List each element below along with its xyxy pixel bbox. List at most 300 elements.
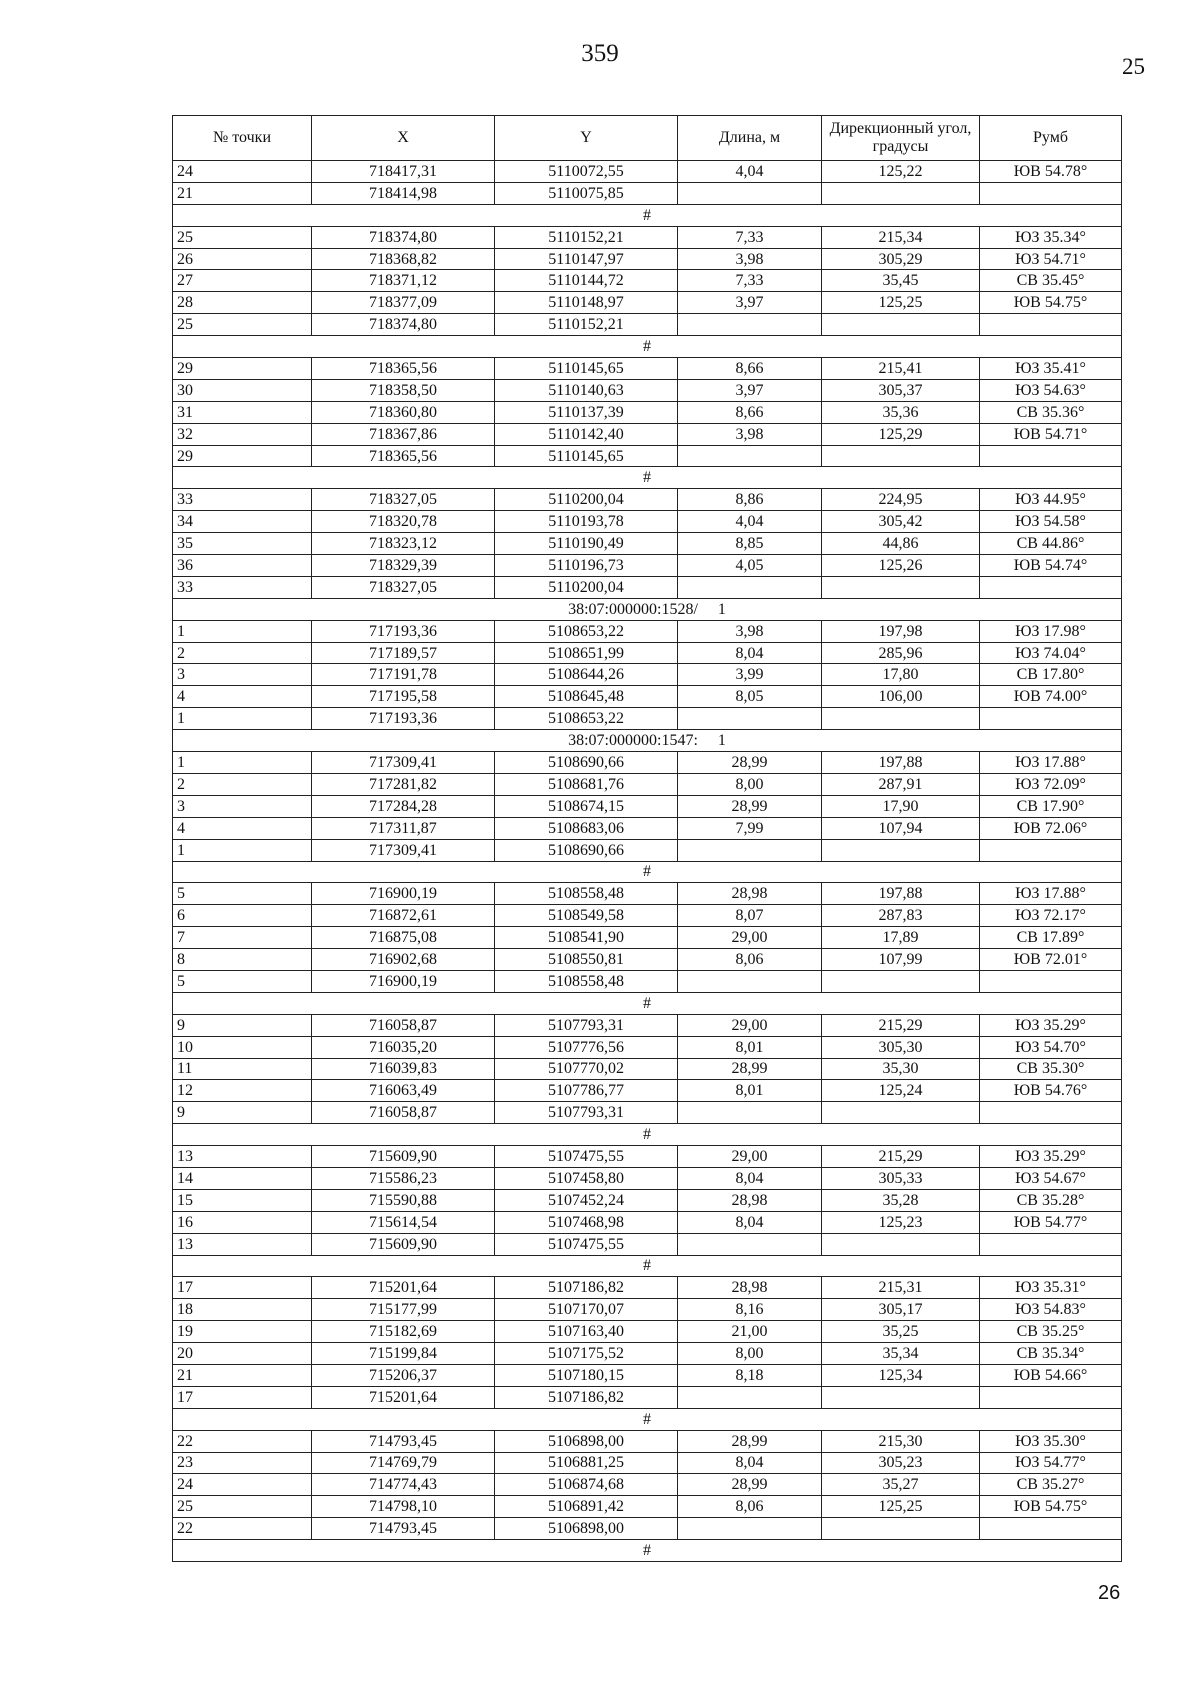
- cell-y: 5107170,07: [495, 1299, 678, 1321]
- table-row: [173, 970, 1122, 992]
- table-row: [173, 708, 1122, 730]
- table-row: [173, 1321, 1122, 1343]
- cell-rumb: ЮЗ 35.30°: [980, 1430, 1122, 1452]
- cell-angle: 107,99: [822, 949, 980, 971]
- cell-x: 717189,57: [312, 642, 495, 664]
- table-row: [173, 489, 1122, 511]
- cell-y: 5110075,85: [495, 182, 678, 204]
- section-separator-row: [173, 1255, 1122, 1277]
- cell-angle: 35,25: [822, 1321, 980, 1343]
- cell-rumb: ЮВ 54.75°: [980, 1496, 1122, 1518]
- cell-x: 717309,41: [312, 752, 495, 774]
- table-row: [173, 1518, 1122, 1540]
- section-separator: 38:07:000000:1547: 1: [173, 730, 1122, 752]
- cell-length: 4,04: [678, 511, 822, 533]
- cell-rumb: ЮВ 54.75°: [980, 292, 1122, 314]
- cell-rumb: СВ 44.86°: [980, 533, 1122, 555]
- table-row: [173, 226, 1122, 248]
- section-separator: #: [173, 467, 1122, 489]
- cell-y: 5110200,04: [495, 576, 678, 598]
- cell-point-number: 19: [173, 1321, 312, 1343]
- cell-y: 5108690,66: [495, 839, 678, 861]
- cell-x: 717195,58: [312, 686, 495, 708]
- cell-point-number: 20: [173, 1343, 312, 1365]
- cell-length: [678, 708, 822, 730]
- cell-angle: 35,27: [822, 1474, 980, 1496]
- table-row: [173, 1167, 1122, 1189]
- table-row: [173, 401, 1122, 423]
- cell-y: 5106898,00: [495, 1518, 678, 1540]
- cell-point-number: 26: [173, 248, 312, 270]
- cell-x: 715182,69: [312, 1321, 495, 1343]
- cell-angle: 305,33: [822, 1167, 980, 1189]
- cell-length: 28,99: [678, 795, 822, 817]
- section-separator-row: [173, 1124, 1122, 1146]
- cell-angle: [822, 182, 980, 204]
- cell-y: 5110152,21: [495, 314, 678, 336]
- table-row: [173, 1189, 1122, 1211]
- section-separator: #: [173, 1540, 1122, 1562]
- cell-length: 8,04: [678, 1211, 822, 1233]
- cell-y: 5107458,80: [495, 1167, 678, 1189]
- cell-point-number: 36: [173, 555, 312, 577]
- section-separator-row: [173, 204, 1122, 226]
- cell-length: [678, 445, 822, 467]
- cell-length: 8,86: [678, 489, 822, 511]
- cell-angle: 224,95: [822, 489, 980, 511]
- cell-rumb: [980, 708, 1122, 730]
- table-row: [173, 1036, 1122, 1058]
- table-row: [173, 1080, 1122, 1102]
- table-row: [173, 686, 1122, 708]
- cell-rumb: [980, 1102, 1122, 1124]
- cell-x: 715199,84: [312, 1343, 495, 1365]
- cell-point-number: 35: [173, 533, 312, 555]
- cell-x: 718371,12: [312, 270, 495, 292]
- cell-length: 7,99: [678, 817, 822, 839]
- cell-x: 715177,99: [312, 1299, 495, 1321]
- cell-x: 716900,19: [312, 970, 495, 992]
- cell-x: 714798,10: [312, 1496, 495, 1518]
- cell-y: 5108653,22: [495, 620, 678, 642]
- cell-angle: 106,00: [822, 686, 980, 708]
- cell-length: 28,98: [678, 1277, 822, 1299]
- cell-point-number: 33: [173, 489, 312, 511]
- cell-x: 715201,64: [312, 1386, 495, 1408]
- cell-length: 28,99: [678, 1430, 822, 1452]
- cell-rumb: [980, 1518, 1122, 1540]
- cell-point-number: 8: [173, 949, 312, 971]
- cell-point-number: 1: [173, 752, 312, 774]
- cell-y: 5110137,39: [495, 401, 678, 423]
- cell-y: 5107452,24: [495, 1189, 678, 1211]
- cell-y: 5110196,73: [495, 555, 678, 577]
- cell-angle: [822, 576, 980, 598]
- cell-point-number: 4: [173, 686, 312, 708]
- cell-y: 5108683,06: [495, 817, 678, 839]
- cell-length: 8,01: [678, 1036, 822, 1058]
- section-separator: #: [173, 336, 1122, 358]
- cell-length: 29,00: [678, 1014, 822, 1036]
- cell-point-number: 25: [173, 1496, 312, 1518]
- cell-y: 5108674,15: [495, 795, 678, 817]
- cell-length: [678, 970, 822, 992]
- cell-angle: 35,36: [822, 401, 980, 423]
- cell-angle: [822, 1233, 980, 1255]
- cell-length: 3,98: [678, 423, 822, 445]
- cell-angle: 125,29: [822, 423, 980, 445]
- cell-rumb: ЮЗ 35.41°: [980, 358, 1122, 380]
- cell-point-number: 21: [173, 182, 312, 204]
- cell-y: 5106898,00: [495, 1430, 678, 1452]
- cell-rumb: ЮЗ 74.04°: [980, 642, 1122, 664]
- cell-angle: 125,26: [822, 555, 980, 577]
- cell-angle: 35,45: [822, 270, 980, 292]
- section-separator-row: [173, 598, 1122, 620]
- cell-y: 5107175,52: [495, 1343, 678, 1365]
- cell-point-number: 2: [173, 773, 312, 795]
- cell-length: 8,16: [678, 1299, 822, 1321]
- cell-x: 715609,90: [312, 1146, 495, 1168]
- cell-length: 8,04: [678, 1167, 822, 1189]
- cell-x: 718368,82: [312, 248, 495, 270]
- cell-rumb: ЮЗ 35.29°: [980, 1146, 1122, 1168]
- cell-point-number: 3: [173, 664, 312, 686]
- cell-rumb: ЮЗ 44.95°: [980, 489, 1122, 511]
- header-y: Y: [495, 116, 678, 161]
- cell-x: 718367,86: [312, 423, 495, 445]
- cell-rumb: ЮЗ 35.29°: [980, 1014, 1122, 1036]
- cell-point-number: 15: [173, 1189, 312, 1211]
- section-separator-row: [173, 861, 1122, 883]
- cell-point-number: 22: [173, 1430, 312, 1452]
- cell-rumb: ЮЗ 72.09°: [980, 773, 1122, 795]
- cell-length: [678, 1102, 822, 1124]
- cell-y: 5110147,97: [495, 248, 678, 270]
- cell-rumb: СВ 17.80°: [980, 664, 1122, 686]
- cell-length: 8,00: [678, 1343, 822, 1365]
- cell-angle: 305,29: [822, 248, 980, 270]
- cell-point-number: 2: [173, 642, 312, 664]
- cell-rumb: СВ 17.89°: [980, 927, 1122, 949]
- cell-rumb: ЮЗ 17.88°: [980, 883, 1122, 905]
- cell-point-number: 21: [173, 1364, 312, 1386]
- cell-y: 5107475,55: [495, 1233, 678, 1255]
- cell-point-number: 11: [173, 1058, 312, 1080]
- cell-rumb: ЮЗ 17.98°: [980, 620, 1122, 642]
- cell-y: 5108651,99: [495, 642, 678, 664]
- cell-point-number: 29: [173, 445, 312, 467]
- cell-length: 3,97: [678, 379, 822, 401]
- cell-y: 5108558,48: [495, 883, 678, 905]
- cell-rumb: ЮЗ 54.70°: [980, 1036, 1122, 1058]
- cell-x: 718327,05: [312, 489, 495, 511]
- cell-y: 5106881,25: [495, 1452, 678, 1474]
- table-row: [173, 664, 1122, 686]
- table-row: [173, 1277, 1122, 1299]
- table-row: [173, 511, 1122, 533]
- table-row: [173, 423, 1122, 445]
- table-row: [173, 270, 1122, 292]
- table-row: [173, 1058, 1122, 1080]
- table-row: [173, 927, 1122, 949]
- cell-length: 4,04: [678, 161, 822, 183]
- cell-length: 4,05: [678, 555, 822, 577]
- cell-length: [678, 1386, 822, 1408]
- cell-rumb: ЮЗ 72.17°: [980, 905, 1122, 927]
- cell-length: 8,06: [678, 1496, 822, 1518]
- cell-rumb: ЮВ 72.01°: [980, 949, 1122, 971]
- header-length: Длина, м: [678, 116, 822, 161]
- cell-x: 716902,68: [312, 949, 495, 971]
- cell-y: 5107180,15: [495, 1364, 678, 1386]
- table-row: [173, 642, 1122, 664]
- cell-x: 717284,28: [312, 795, 495, 817]
- cell-angle: 215,31: [822, 1277, 980, 1299]
- cell-x: 714774,43: [312, 1474, 495, 1496]
- cell-length: 8,04: [678, 1452, 822, 1474]
- cell-rumb: [980, 314, 1122, 336]
- section-separator: #: [173, 1124, 1122, 1146]
- cell-angle: 215,30: [822, 1430, 980, 1452]
- table-row: [173, 379, 1122, 401]
- cell-y: 5110140,63: [495, 379, 678, 401]
- cell-length: 8,85: [678, 533, 822, 555]
- cell-length: 3,98: [678, 248, 822, 270]
- table-row: [173, 905, 1122, 927]
- cell-x: 716058,87: [312, 1102, 495, 1124]
- coordinates-table: [172, 115, 1122, 1562]
- cell-point-number: 17: [173, 1277, 312, 1299]
- cell-angle: 287,91: [822, 773, 980, 795]
- cell-y: 5108558,48: [495, 970, 678, 992]
- cell-point-number: 1: [173, 620, 312, 642]
- header-angle: Дирекционный угол, градусы: [822, 116, 980, 161]
- cell-y: 5107163,40: [495, 1321, 678, 1343]
- table-row: [173, 1474, 1122, 1496]
- cell-x: 716035,20: [312, 1036, 495, 1058]
- cell-rumb: ЮВ 54.66°: [980, 1364, 1122, 1386]
- cell-x: 716039,83: [312, 1058, 495, 1080]
- cell-point-number: 1: [173, 839, 312, 861]
- cell-length: 28,99: [678, 1474, 822, 1496]
- cell-rumb: ЮЗ 54.63°: [980, 379, 1122, 401]
- cell-rumb: ЮВ 54.78°: [980, 161, 1122, 183]
- cell-rumb: [980, 839, 1122, 861]
- cell-x: 718323,12: [312, 533, 495, 555]
- cell-point-number: 27: [173, 270, 312, 292]
- cell-point-number: 1: [173, 708, 312, 730]
- table-row: [173, 1146, 1122, 1168]
- cell-x: 716875,08: [312, 927, 495, 949]
- cell-y: 5110072,55: [495, 161, 678, 183]
- cell-y: 5110145,65: [495, 445, 678, 467]
- cell-angle: 125,25: [822, 292, 980, 314]
- cell-rumb: СВ 35.27°: [980, 1474, 1122, 1496]
- cell-length: 21,00: [678, 1321, 822, 1343]
- cell-angle: [822, 708, 980, 730]
- cell-angle: 17,89: [822, 927, 980, 949]
- cell-rumb: [980, 1386, 1122, 1408]
- header-point-number: № точки: [173, 116, 312, 161]
- cell-y: 5107770,02: [495, 1058, 678, 1080]
- cell-y: 5110152,21: [495, 226, 678, 248]
- cell-y: 5110193,78: [495, 511, 678, 533]
- cell-angle: 17,90: [822, 795, 980, 817]
- cell-length: 29,00: [678, 1146, 822, 1168]
- cell-angle: 215,41: [822, 358, 980, 380]
- cell-length: 8,66: [678, 401, 822, 423]
- cell-rumb: ЮВ 54.71°: [980, 423, 1122, 445]
- cell-angle: [822, 839, 980, 861]
- cell-point-number: 25: [173, 314, 312, 336]
- cell-angle: 125,24: [822, 1080, 980, 1102]
- cell-length: 8,04: [678, 642, 822, 664]
- cell-y: 5107776,56: [495, 1036, 678, 1058]
- table-row: [173, 773, 1122, 795]
- cell-y: 5108690,66: [495, 752, 678, 774]
- cell-point-number: 17: [173, 1386, 312, 1408]
- cell-point-number: 10: [173, 1036, 312, 1058]
- table-row: [173, 839, 1122, 861]
- cell-angle: 125,34: [822, 1364, 980, 1386]
- cell-y: 5107468,98: [495, 1211, 678, 1233]
- cell-angle: 305,23: [822, 1452, 980, 1474]
- section-separator: 38:07:000000:1528/ 1: [173, 598, 1122, 620]
- cell-y: 5108653,22: [495, 708, 678, 730]
- cell-x: 717193,36: [312, 708, 495, 730]
- cell-x: 717309,41: [312, 839, 495, 861]
- table-row: [173, 752, 1122, 774]
- cell-y: 5106874,68: [495, 1474, 678, 1496]
- cell-rumb: ЮВ 54.77°: [980, 1211, 1122, 1233]
- cell-angle: 107,94: [822, 817, 980, 839]
- table-row: [173, 314, 1122, 336]
- cell-angle: 305,37: [822, 379, 980, 401]
- cell-point-number: 13: [173, 1233, 312, 1255]
- cell-x: 714769,79: [312, 1452, 495, 1474]
- cell-x: 716058,87: [312, 1014, 495, 1036]
- table-row: [173, 1496, 1122, 1518]
- cell-point-number: 24: [173, 161, 312, 183]
- cell-angle: 215,34: [822, 226, 980, 248]
- cell-angle: 215,29: [822, 1014, 980, 1036]
- table-row: [173, 949, 1122, 971]
- table-row: [173, 1014, 1122, 1036]
- cell-x: 718358,50: [312, 379, 495, 401]
- cell-y: 5106891,42: [495, 1496, 678, 1518]
- cell-rumb: СВ 35.34°: [980, 1343, 1122, 1365]
- cell-y: 5107786,77: [495, 1080, 678, 1102]
- cell-y: 5107793,31: [495, 1014, 678, 1036]
- cell-y: 5110142,40: [495, 423, 678, 445]
- table-row: [173, 292, 1122, 314]
- cell-length: 28,99: [678, 752, 822, 774]
- cell-rumb: СВ 35.45°: [980, 270, 1122, 292]
- cell-angle: 305,42: [822, 511, 980, 533]
- cell-y: 5108645,48: [495, 686, 678, 708]
- cell-angle: 35,30: [822, 1058, 980, 1080]
- table-row: [173, 358, 1122, 380]
- cell-y: 5110200,04: [495, 489, 678, 511]
- cell-point-number: 31: [173, 401, 312, 423]
- cell-x: 718377,09: [312, 292, 495, 314]
- cell-angle: 305,17: [822, 1299, 980, 1321]
- cell-length: 8,01: [678, 1080, 822, 1102]
- page-number-right: 25: [1122, 54, 1145, 79]
- table-row: [173, 555, 1122, 577]
- cell-x: 717281,82: [312, 773, 495, 795]
- cell-length: 3,97: [678, 292, 822, 314]
- cell-angle: [822, 970, 980, 992]
- cell-length: 8,00: [678, 773, 822, 795]
- table-row: [173, 1211, 1122, 1233]
- cell-length: 8,05: [678, 686, 822, 708]
- cell-angle: 35,28: [822, 1189, 980, 1211]
- cell-x: 715609,90: [312, 1233, 495, 1255]
- table-row: [173, 576, 1122, 598]
- cell-angle: [822, 314, 980, 336]
- cell-angle: 17,80: [822, 664, 980, 686]
- cell-x: 717311,87: [312, 817, 495, 839]
- table-row: [173, 817, 1122, 839]
- cell-rumb: СВ 35.25°: [980, 1321, 1122, 1343]
- section-separator-row: [173, 1540, 1122, 1562]
- cell-point-number: 29: [173, 358, 312, 380]
- table-row: [173, 1102, 1122, 1124]
- table-row: [173, 445, 1122, 467]
- cell-y: 5108550,81: [495, 949, 678, 971]
- table-body: [173, 161, 1122, 1562]
- cell-rumb: ЮВ 72.06°: [980, 817, 1122, 839]
- table-row: [173, 1452, 1122, 1474]
- cell-point-number: 13: [173, 1146, 312, 1168]
- cell-length: 29,00: [678, 927, 822, 949]
- cell-angle: 35,34: [822, 1343, 980, 1365]
- cell-rumb: ЮЗ 54.71°: [980, 248, 1122, 270]
- cell-rumb: ЮЗ 54.67°: [980, 1167, 1122, 1189]
- cell-x: 718329,39: [312, 555, 495, 577]
- cell-length: 28,99: [678, 1058, 822, 1080]
- cell-angle: 197,88: [822, 752, 980, 774]
- cell-length: 7,33: [678, 270, 822, 292]
- table-row: [173, 161, 1122, 183]
- cell-length: 28,98: [678, 883, 822, 905]
- cell-point-number: 6: [173, 905, 312, 927]
- cell-y: 5110144,72: [495, 270, 678, 292]
- cell-point-number: 28: [173, 292, 312, 314]
- cell-rumb: ЮВ 54.74°: [980, 555, 1122, 577]
- cell-angle: 285,96: [822, 642, 980, 664]
- cell-rumb: ЮЗ 17.88°: [980, 752, 1122, 774]
- cell-angle: [822, 1386, 980, 1408]
- cell-point-number: 34: [173, 511, 312, 533]
- cell-angle: 287,83: [822, 905, 980, 927]
- cell-point-number: 5: [173, 970, 312, 992]
- cell-length: [678, 1233, 822, 1255]
- cell-rumb: ЮВ 74.00°: [980, 686, 1122, 708]
- cell-rumb: ЮЗ 54.83°: [980, 1299, 1122, 1321]
- table-row: [173, 1386, 1122, 1408]
- page-number-top: 359: [581, 40, 619, 67]
- section-separator-row: [173, 336, 1122, 358]
- cell-length: [678, 182, 822, 204]
- cell-length: [678, 576, 822, 598]
- header-rumb: Румб: [980, 116, 1122, 161]
- cell-y: 5107793,31: [495, 1102, 678, 1124]
- cell-point-number: 32: [173, 423, 312, 445]
- cell-length: 8,07: [678, 905, 822, 927]
